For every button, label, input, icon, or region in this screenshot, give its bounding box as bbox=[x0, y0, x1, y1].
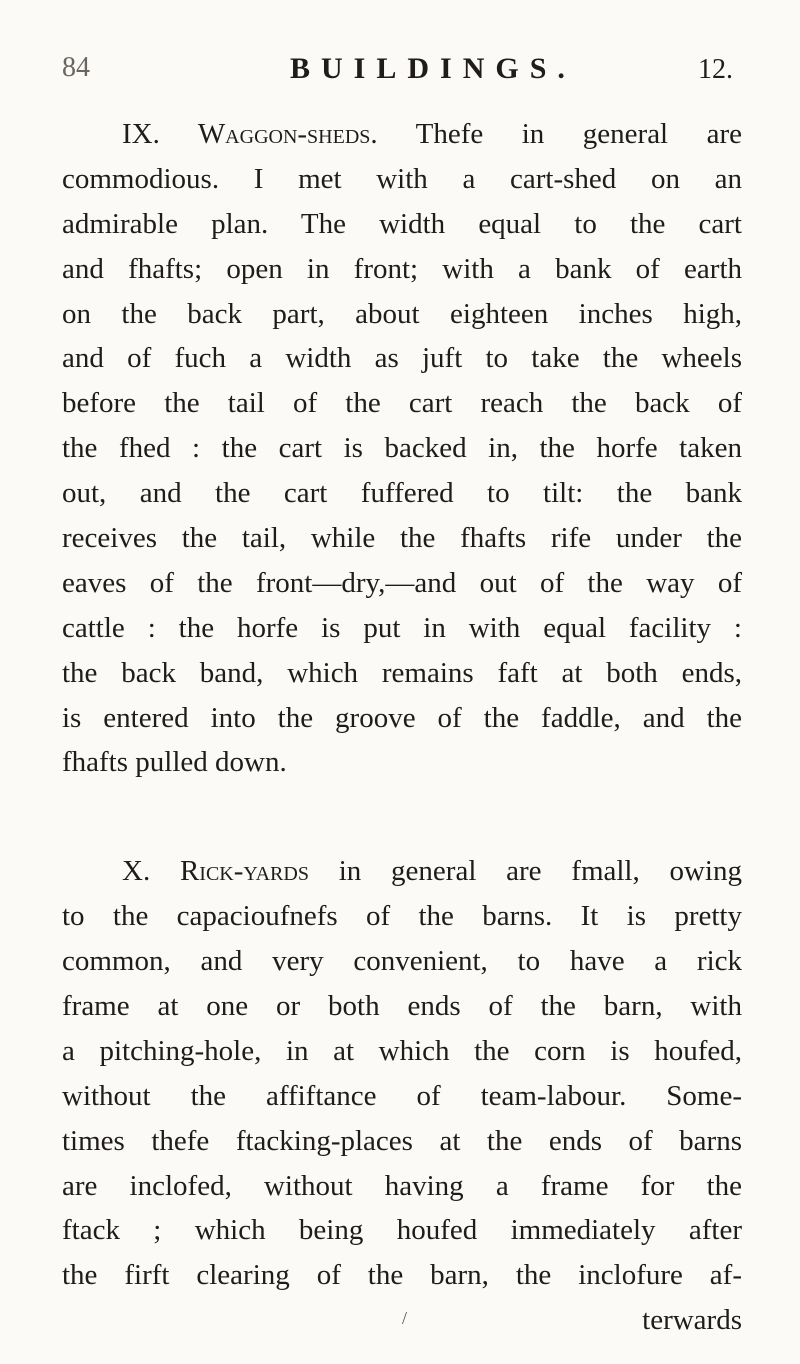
text-line: the fhed : the cart is backed in, the horfe taken bbox=[62, 432, 742, 465]
text-line: are inclofed, without having a frame for the bbox=[62, 1169, 742, 1202]
catchword: terwards bbox=[642, 1304, 742, 1337]
text-line: before the tail of the cart reach the back of bbox=[62, 387, 742, 420]
text-line: on the back part, about eighteen inches high, bbox=[62, 297, 742, 330]
running-head bbox=[0, 52, 800, 102]
text-line: without the affiftance of team-labour. Some- bbox=[62, 1079, 742, 1112]
text-line: fhafts pulled down. bbox=[62, 746, 287, 779]
text-line: common, and very convenient, to have a rick bbox=[62, 945, 742, 978]
body-text bbox=[62, 112, 742, 1343]
text-line: is entered into the groove of the faddle, and the bbox=[62, 701, 742, 734]
text-line: times thefe ftacking-places at the ends of barns bbox=[62, 1124, 742, 1157]
text-line: to the capacioufnefs of the barns. It is pretty bbox=[62, 900, 742, 933]
text-line bbox=[62, 112, 742, 157]
paragraph-gap bbox=[62, 785, 742, 849]
header-mark: 12. bbox=[698, 54, 733, 85]
text-line: out, and the cart fuffered to tilt: the bank bbox=[62, 477, 742, 510]
text-line: eaves of the front—dry,—and out of the way of bbox=[62, 566, 742, 599]
text-line bbox=[62, 849, 742, 894]
text-line: and of fuch a width as juft to take the wheels bbox=[62, 342, 742, 375]
text-line: the back band, which remains faft at both ends, bbox=[62, 656, 742, 689]
page-title: BUILDINGS. bbox=[290, 52, 576, 85]
text-line: commodious. I met with a cart-shed on an bbox=[62, 162, 742, 195]
signature-mark: / bbox=[402, 1308, 408, 1328]
section-heading-x: X. Rick-yards bbox=[122, 855, 309, 888]
line-text: in general are fmall, owing bbox=[338, 855, 742, 888]
text-line: frame at one or both ends of the barn, with bbox=[62, 990, 742, 1023]
text-line: receives the tail, while the fhafts rife under the bbox=[62, 522, 742, 555]
text-line: ftack ; which being houfed immediately after bbox=[62, 1214, 742, 1247]
text-line: and fhafts; open in front; with a bank of earth bbox=[62, 252, 742, 285]
text-line: the firft clearing of the barn, the inclofure af- bbox=[62, 1259, 742, 1292]
text-line: admirable plan. The width equal to the cart bbox=[62, 207, 742, 240]
text-line: a pitching-hole, in at which the corn is houfed, bbox=[62, 1034, 742, 1067]
text-line: cattle : the horfe is put in with equal facility : bbox=[62, 611, 742, 644]
section-heading-ix: IX. Waggon-sheds. bbox=[122, 118, 378, 150]
line-text: Thefe in general are bbox=[415, 118, 743, 150]
page-number: 84 bbox=[62, 52, 90, 83]
